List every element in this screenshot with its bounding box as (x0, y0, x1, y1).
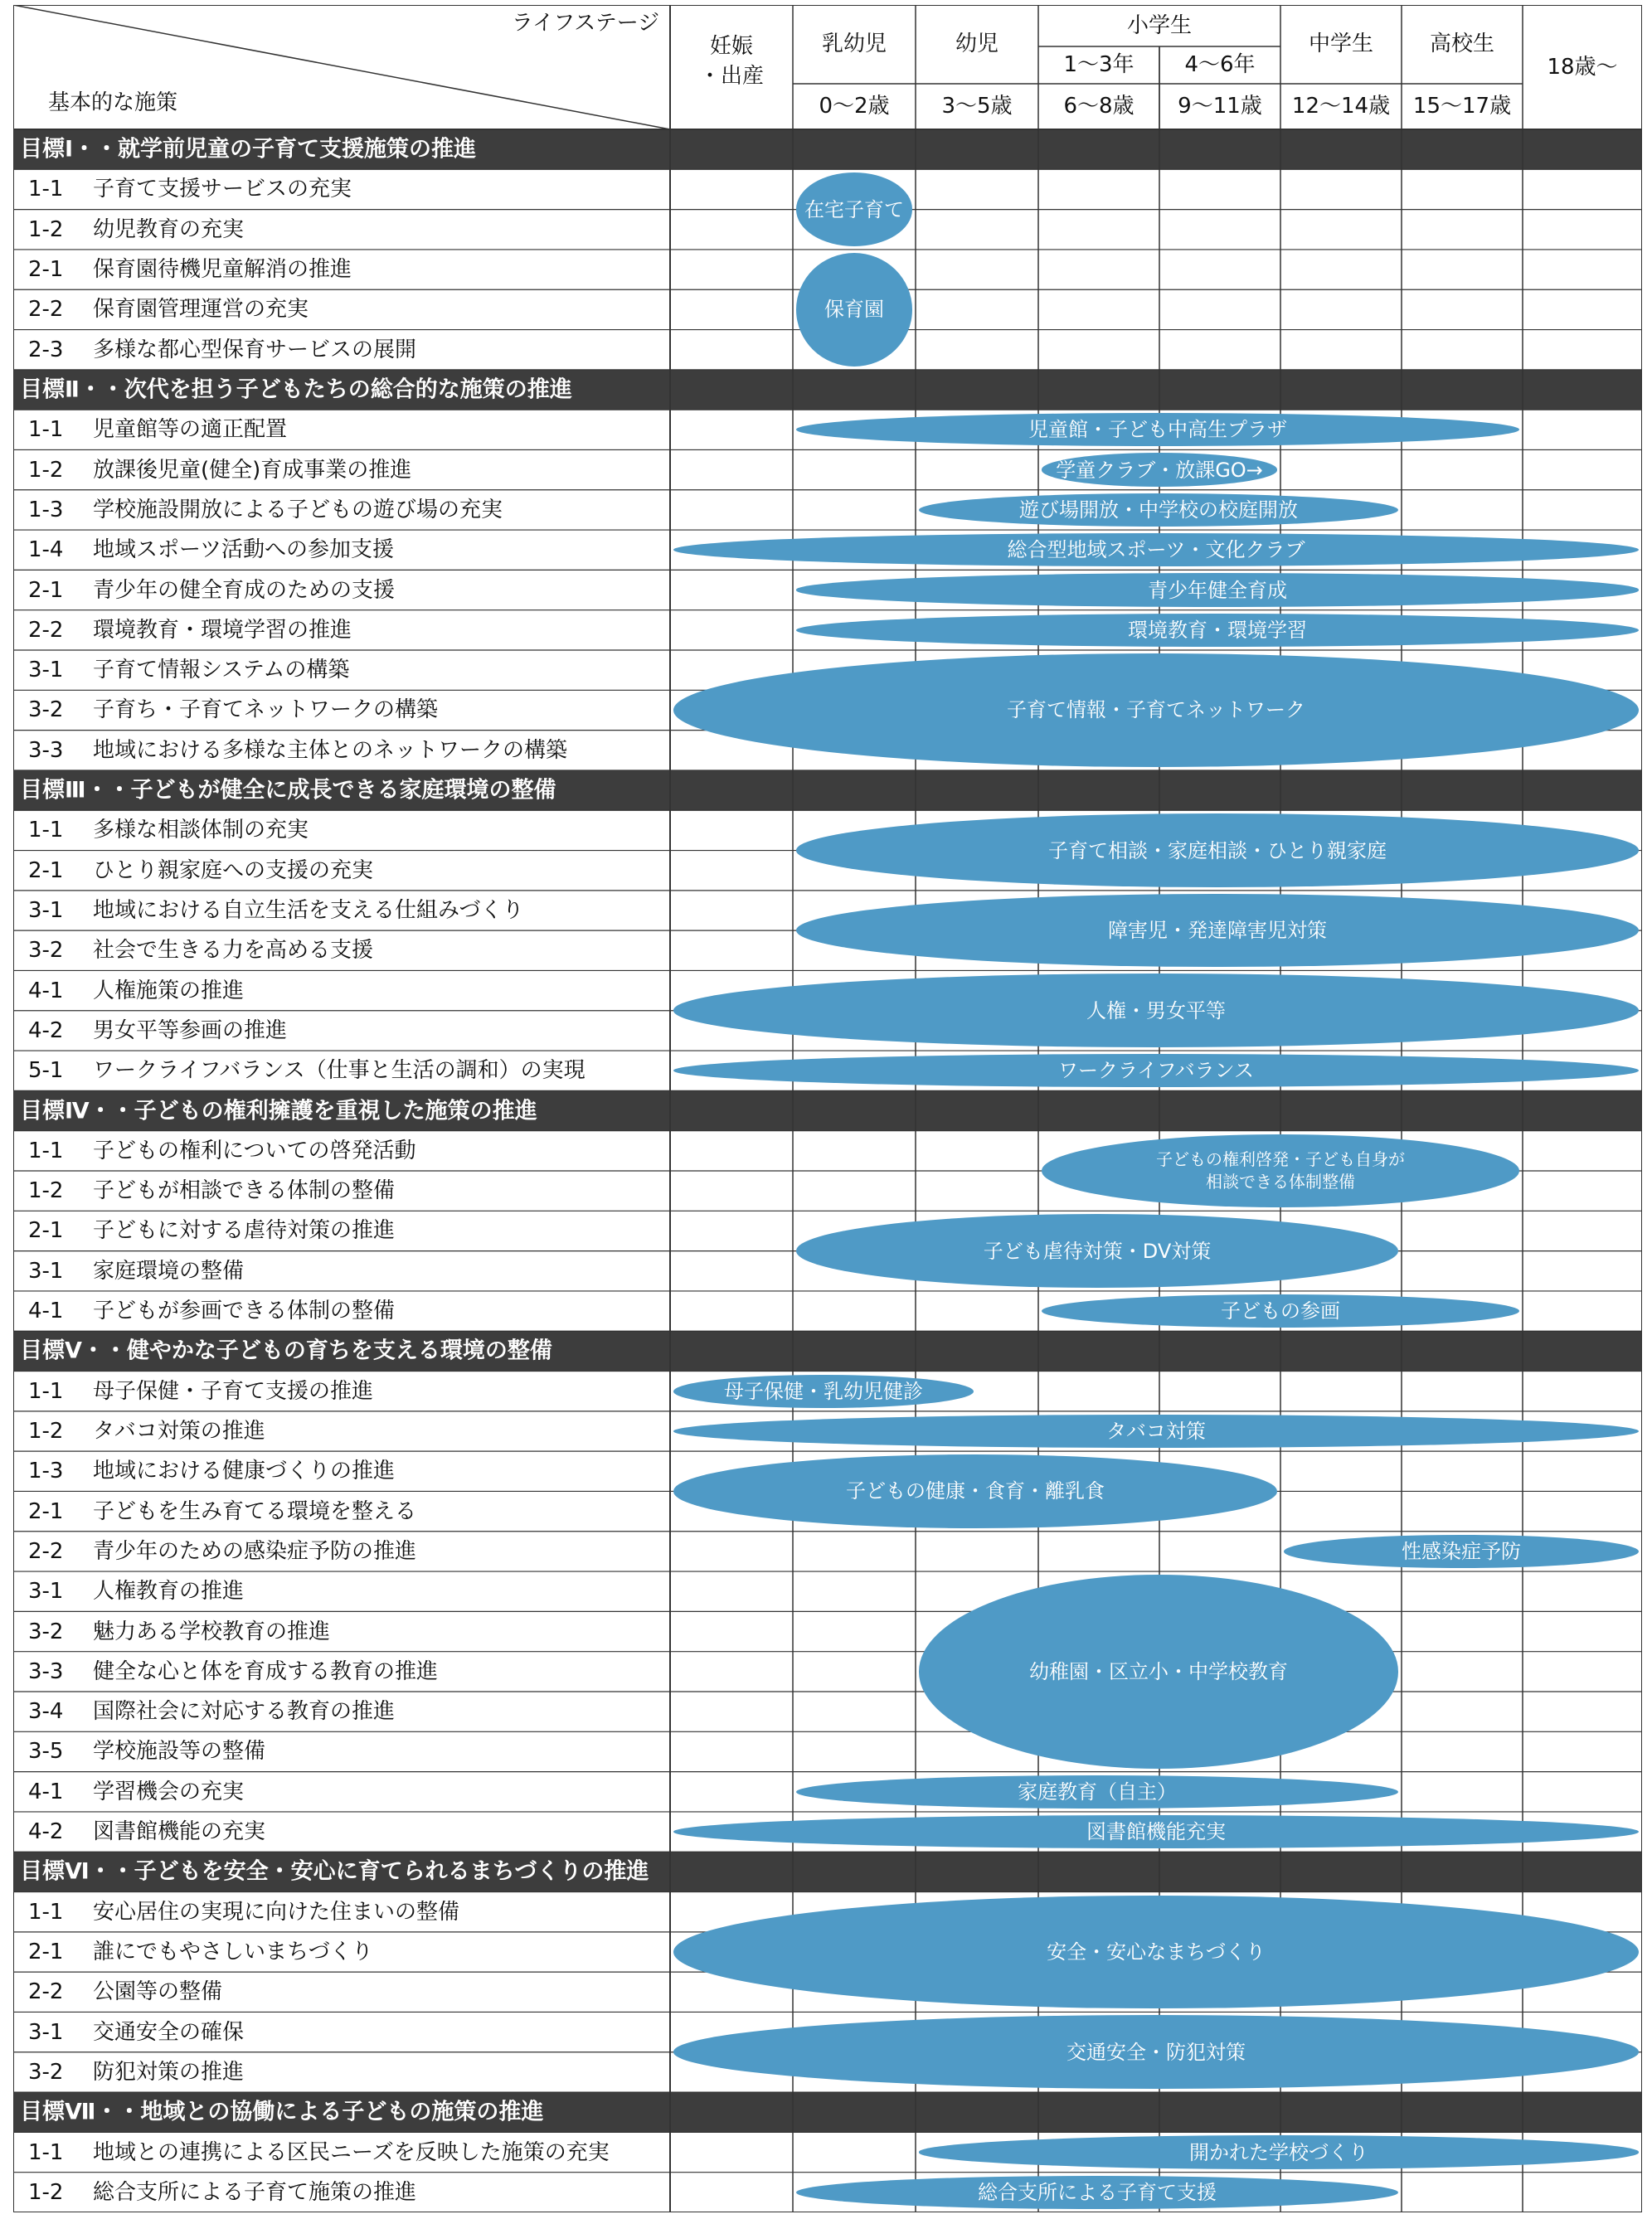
stage-age: 6～8歳 (1063, 94, 1135, 119)
policy-label: 子育て支援サービスの充実 (93, 177, 352, 202)
coverage-bubble-label: 子ども虐待対策・DV対策 (983, 1239, 1212, 1263)
policy-label: 人権施策の推進 (93, 978, 245, 1003)
policy-label: 防犯対策の推進 (93, 2059, 245, 2085)
coverage-bubble-label: 青少年健全育成 (1148, 578, 1287, 602)
policy-code: 3-2 (28, 1619, 64, 1644)
policy-label: 幼児教育の充実 (93, 216, 245, 242)
policy-code: 1-2 (28, 1419, 64, 1444)
policy-label: 人権教育の推進 (93, 1579, 245, 1605)
policy-label: 子どもの権利についての啓発活動 (93, 1138, 416, 1163)
policy-code: 3-1 (28, 658, 64, 683)
policy-code: 2-1 (28, 1940, 64, 1964)
policy-code: 3-3 (28, 1658, 64, 1684)
policy-code: 1-1 (28, 818, 64, 843)
coverage-bubble-label: 環境教育・環境学習 (1128, 618, 1307, 642)
policy-code: 1-4 (28, 537, 64, 563)
policy-label: 地域との連携による区民ニーズを反映した施策の充実 (93, 2139, 610, 2165)
policy-code: 4-2 (28, 1017, 64, 1043)
policy-label: 子どもが参画できる体制の整備 (93, 1299, 396, 1324)
policy-label: 魅力ある学校教育の推進 (93, 1619, 331, 1644)
policy-label: タバコ対策の推進 (93, 1419, 265, 1444)
policy-label: 家庭環境の整備 (93, 1258, 245, 1284)
policy-label: ひとり親家庭への支援の充実 (93, 857, 374, 883)
policy-label: 総合支所による子育て施策の推進 (93, 2179, 417, 2205)
policy-label: 誰にでもやさしいまちづくり (93, 1940, 373, 1964)
policy-code: 1-3 (28, 497, 64, 522)
policy-label: 保育園管理運営の充実 (93, 297, 309, 323)
coverage-bubble-label: 子育て相談・家庭相談・ひとり親家庭 (1048, 838, 1387, 862)
policy-label: 国際社会に対応する教育の推進 (93, 1699, 396, 1725)
policy-label: 青少年のための感染症予防の推進 (93, 1538, 417, 1564)
basic-policy-label: 基本的な施策 (47, 90, 178, 115)
section-title: 目標Ⅴ・・健やかな子どもの育ちを支える環境の整備 (20, 1338, 552, 1364)
policy-code: 4-1 (28, 1779, 64, 1804)
stage-name: 18歳～ (1547, 55, 1618, 80)
policy-code: 2-3 (28, 337, 64, 362)
policy-code: 1-2 (28, 457, 64, 483)
policy-label: 学校施設開放による子どもの遊び場の充実 (93, 497, 503, 522)
coverage-bubble-label: 学童クラブ・放課GO→ (1056, 458, 1263, 482)
coverage-bubble-label: 障害児・発達障害児対策 (1108, 919, 1327, 943)
stage-name: 高校生 (1429, 32, 1495, 56)
policy-label: 男女平等参画の推進 (93, 1017, 288, 1043)
section-title: 目標Ⅲ・・子どもが健全に成長できる家庭環境の整備 (20, 777, 556, 804)
policy-code: 2-2 (28, 297, 64, 323)
policy-label: 子育て情報システムの構築 (93, 658, 350, 683)
policy-code: 2-1 (28, 257, 64, 283)
coverage-bubble-label: 子育て情報・子育てネットワーク (1007, 698, 1305, 722)
policy-code: 1-2 (28, 216, 64, 242)
stage-name: 中学生 (1308, 32, 1374, 56)
coverage-bubble-label: 安全・安心なまちづくり (1047, 1940, 1266, 1964)
policy-label: 地域における多様な主体とのネットワークの構築 (93, 737, 568, 763)
policy-code: 1-1 (28, 1899, 64, 1925)
policy-code: 1-1 (28, 2139, 64, 2165)
policy-label: 放課後児童(健全)育成事業の推進 (93, 457, 412, 483)
policy-code: 4-1 (28, 978, 64, 1003)
coverage-bubble-label: 図書館機能充実 (1086, 1820, 1226, 1844)
policy-code: 3-1 (28, 1579, 64, 1605)
policy-code: 3-1 (28, 2019, 64, 2045)
section-title: 目標Ⅵ・・子どもを安全・安心に育てられるまちづくりの推進 (20, 1858, 649, 1885)
coverage-bubble-label: ワークライフバランス (1058, 1059, 1254, 1083)
policy-label: 子どもを生み育てる環境を整える (93, 1498, 417, 1524)
policy-code: 1-2 (28, 2179, 64, 2205)
policy-label: 図書館機能の充実 (93, 1819, 266, 1845)
policy-code: 2-1 (28, 1498, 64, 1524)
coverage-bubble-label-line: 子どもの権利啓発・子ども自身が (1156, 1149, 1405, 1169)
coverage-bubble-label: タバコ対策 (1106, 1420, 1206, 1443)
coverage-bubble-label: 子どもの参画 (1221, 1299, 1340, 1323)
policy-code: 3-2 (28, 2059, 64, 2085)
coverage-bubble-label: 保育園 (824, 298, 884, 322)
stage-age: 15～17歳 (1412, 94, 1512, 119)
coverage-bubble-label: 在宅子育て (804, 197, 904, 221)
coverage-bubble-label: 性感染症予防 (1402, 1539, 1521, 1563)
policy-label: 地域スポーツ活動への参加支援 (93, 537, 394, 563)
stage-name: 1～3年 (1063, 52, 1135, 77)
policy-code: 2-1 (28, 857, 64, 883)
policy-code: 1-1 (28, 417, 64, 443)
coverage-bubble-label-line: 相談できる体制整備 (1206, 1172, 1355, 1192)
policy-code: 5-1 (28, 1058, 64, 1084)
policy-label: 学習機会の充実 (93, 1779, 245, 1804)
coverage-bubble-label: 交通安全・防犯対策 (1067, 2040, 1246, 2064)
coverage-bubble-label: 総合型地域スポーツ・文化クラブ (1007, 538, 1305, 562)
stage-age: 12～14歳 (1291, 94, 1391, 119)
life-stage-label: ライフステージ (511, 11, 660, 36)
stage-name-pregnancy-a: 妊娠 (709, 34, 754, 59)
coverage-bubble-label: 人権・男女平等 (1086, 998, 1226, 1022)
policy-label: 社会で生きる力を高める支援 (93, 938, 374, 964)
coverage-bubble-label: 児童館・子ども中高生プラザ (1028, 418, 1287, 442)
stage-name: 4～6年 (1184, 52, 1256, 77)
coverage-bubble-label: 開かれた学校づくり (1189, 2140, 1368, 2164)
policy-code: 4-2 (28, 1819, 64, 1845)
coverage-bubble-label: 遊び場開放・中学校の校庭開放 (1019, 498, 1298, 522)
policy-label: 保育園待機児童解消の推進 (93, 257, 352, 283)
policy-label: 安心居住の実現に向けた住まいの整備 (93, 1899, 460, 1925)
policy-code: 1-1 (28, 1138, 64, 1163)
policy-code: 2-2 (28, 617, 64, 643)
stage-name: 乳幼児 (821, 32, 887, 56)
policy-code: 1-3 (28, 1459, 64, 1484)
policy-label: 子どもに対する虐待対策の推進 (93, 1218, 396, 1244)
policy-code: 4-1 (28, 1299, 64, 1324)
policy-code: 1-2 (28, 1178, 64, 1204)
section-title: 目標Ⅱ・・次代を担う子どもたちの総合的な施策の推進 (20, 376, 572, 403)
stage-name-pregnancy-b: ・出産 (698, 64, 765, 89)
coverage-bubble-label: 母子保健・乳幼児健診 (724, 1379, 923, 1403)
policy-code: 3-1 (28, 898, 64, 923)
policy-label: 多様な都心型保育サービスの展開 (93, 337, 417, 362)
section-title: 目標Ⅳ・・子どもの権利擁護を重視した施策の推進 (20, 1098, 537, 1124)
policy-label: ワークライフバランス（仕事と生活の調和）の実現 (93, 1058, 585, 1084)
policy-code: 3-1 (28, 1258, 64, 1284)
section-title: 目標Ⅰ・・就学前児童の子育て支援施策の推進 (20, 136, 477, 163)
policy-code: 3-2 (28, 697, 64, 723)
policy-code: 3-5 (28, 1739, 64, 1765)
policy-code: 3-4 (28, 1699, 64, 1725)
policy-label: 学校施設等の整備 (93, 1739, 266, 1765)
policy-label: 環境教育・環境学習の推進 (93, 617, 352, 643)
coverage-bubble-label: 幼稚園・区立小・中学校教育 (1029, 1659, 1288, 1683)
policy-label: 青少年の健全育成のための支援 (93, 577, 396, 603)
policy-label: 地域における健康づくりの推進 (93, 1459, 396, 1484)
coverage-bubble-label: 家庭教育（自主） (1018, 1780, 1177, 1804)
policy-label: 多様な相談体制の充実 (93, 818, 309, 843)
stage-age: 9～11歳 (1178, 94, 1262, 119)
policy-code: 3-3 (28, 737, 64, 763)
coverage-bubble-label (1106, 1148, 1455, 1193)
policy-label: 健全な心と体を育成する教育の推進 (93, 1658, 439, 1684)
policy-code: 2-2 (28, 1979, 64, 2005)
elementary-label: 小学生 (1126, 13, 1193, 38)
stage-age: 0～2歳 (819, 94, 890, 119)
section-title: 目標Ⅶ・・地域との協働による子どもの施策の推進 (20, 2099, 544, 2125)
coverage-bubble-label: 子どもの健康・食育・離乳食 (846, 1479, 1105, 1503)
policy-label: 子どもが相談できる体制の整備 (93, 1178, 396, 1204)
policy-label: 子育ち・子育てネットワークの構築 (93, 697, 439, 723)
life-stage-policy-table (13, 5, 1642, 2212)
policy-label: 交通安全の確保 (93, 2019, 245, 2045)
policy-code: 3-2 (28, 938, 64, 964)
policy-label: 公園等の整備 (93, 1979, 223, 2005)
policy-code: 1-1 (28, 1378, 64, 1404)
policy-label: 母子保健・子育て支援の推進 (93, 1378, 374, 1404)
coverage-bubble-label: 総合支所による子育て支援 (978, 2180, 1217, 2204)
policy-code: 1-1 (28, 177, 64, 202)
stage-age: 3～5歳 (941, 94, 1013, 119)
stage-name: 幼児 (955, 32, 999, 56)
policy-label: 児童館等の適正配置 (93, 417, 288, 443)
policy-code: 2-1 (28, 577, 64, 603)
policy-label: 地域における自立生活を支える仕組みづくり (93, 898, 524, 923)
policy-code: 2-1 (28, 1218, 64, 1244)
policy-code: 2-2 (28, 1538, 64, 1564)
